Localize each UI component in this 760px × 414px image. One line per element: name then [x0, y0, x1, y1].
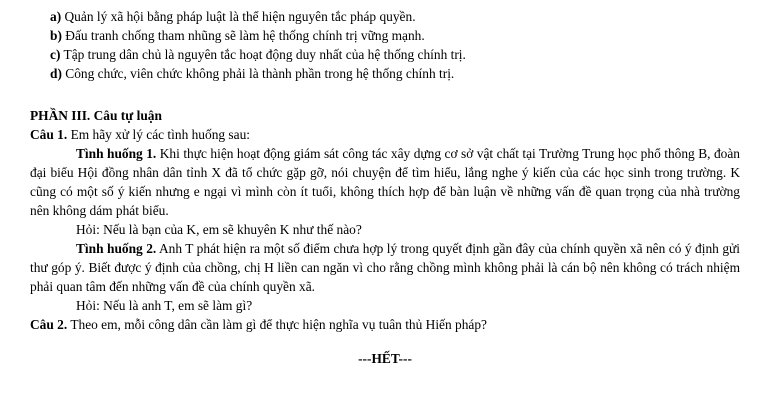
question-1 — [30, 125, 740, 144]
option-b — [30, 26, 740, 45]
option-letter: c) — [50, 47, 61, 62]
situation-1 — [30, 144, 740, 220]
part-3-title: PHẦN III. Câu tự luận — [30, 108, 162, 123]
option-letter: b) — [50, 28, 62, 43]
situation-2-text: Anh T phát hiện ra một số điểm chưa hợp lý trong quyết định gần đây của chính quyền xã nên có ý định gửi thư góp ý. Biết được ý định của chồng, chị H liền can ngăn vì cho rằng chồng mình không phải là cán bộ nên không có trách nhiệm phải quan tâm đến những vấn đề của chính quyền xã. — [30, 241, 740, 294]
spacer — [30, 83, 740, 106]
option-text: Tập trung dân chủ là nguyên tắc hoạt động duy nhất của hệ thống chính trị. — [60, 47, 466, 62]
question-2 — [30, 315, 740, 334]
option-letter: a) — [50, 9, 62, 24]
situation-1-question: Hỏi: Nếu là bạn của K, em sẽ khuyên K như thế nào? — [76, 222, 362, 237]
option-text: Quản lý xã hội bằng pháp luật là thể hiện nguyên tắc pháp quyền. — [61, 9, 416, 24]
question-1-label: Câu 1. — [30, 127, 68, 142]
situation-1-label: Tình huống 1. — [76, 146, 157, 161]
option-a — [30, 7, 740, 26]
option-c — [30, 45, 740, 64]
option-text: Công chức, viên chức không phải là thành phần trong hệ thống chính trị. — [61, 66, 455, 81]
answer-options — [30, 7, 740, 83]
situation-2-question: Hỏi: Nếu là anh T, em sẽ làm gì? — [76, 298, 253, 313]
end-mark: ---HẾT--- — [358, 351, 412, 366]
option-d — [30, 64, 740, 83]
situation-2-label: Tình huống 2. — [76, 241, 157, 256]
question-1-text: Em hãy xử lý các tình huống sau: — [67, 127, 251, 142]
question-2-label: Câu 2. — [30, 317, 68, 332]
question-2-text: Theo em, mỗi công dân cần làm gì để thực hiện nghĩa vụ tuân thủ Hiến pháp? — [67, 317, 487, 332]
option-text: Đấu tranh chống tham nhũng sẽ làm hệ thống chính trị vững mạnh. — [61, 28, 425, 43]
situation-2 — [30, 239, 740, 296]
option-letter: d) — [50, 66, 62, 81]
situation-1-text: Khi thực hiện hoạt động giám sát công tác xây dựng cơ sở vật chất tại Trường Trung học phổ thông B, đoàn đại biểu Hội đồng nhân dân tỉnh X đã tổ chức gặp gỡ, nói chuyện để tìm hiểu, lắng nghe ý kiến của các học sinh trong trường. K cũng có một số ý kiến nhưng e ngại vì mình còn ít tuổi, không thích hợp để bàn luận về những vấn đề quan trọng của nhà trường nên không dám phát biểu. — [30, 146, 740, 218]
